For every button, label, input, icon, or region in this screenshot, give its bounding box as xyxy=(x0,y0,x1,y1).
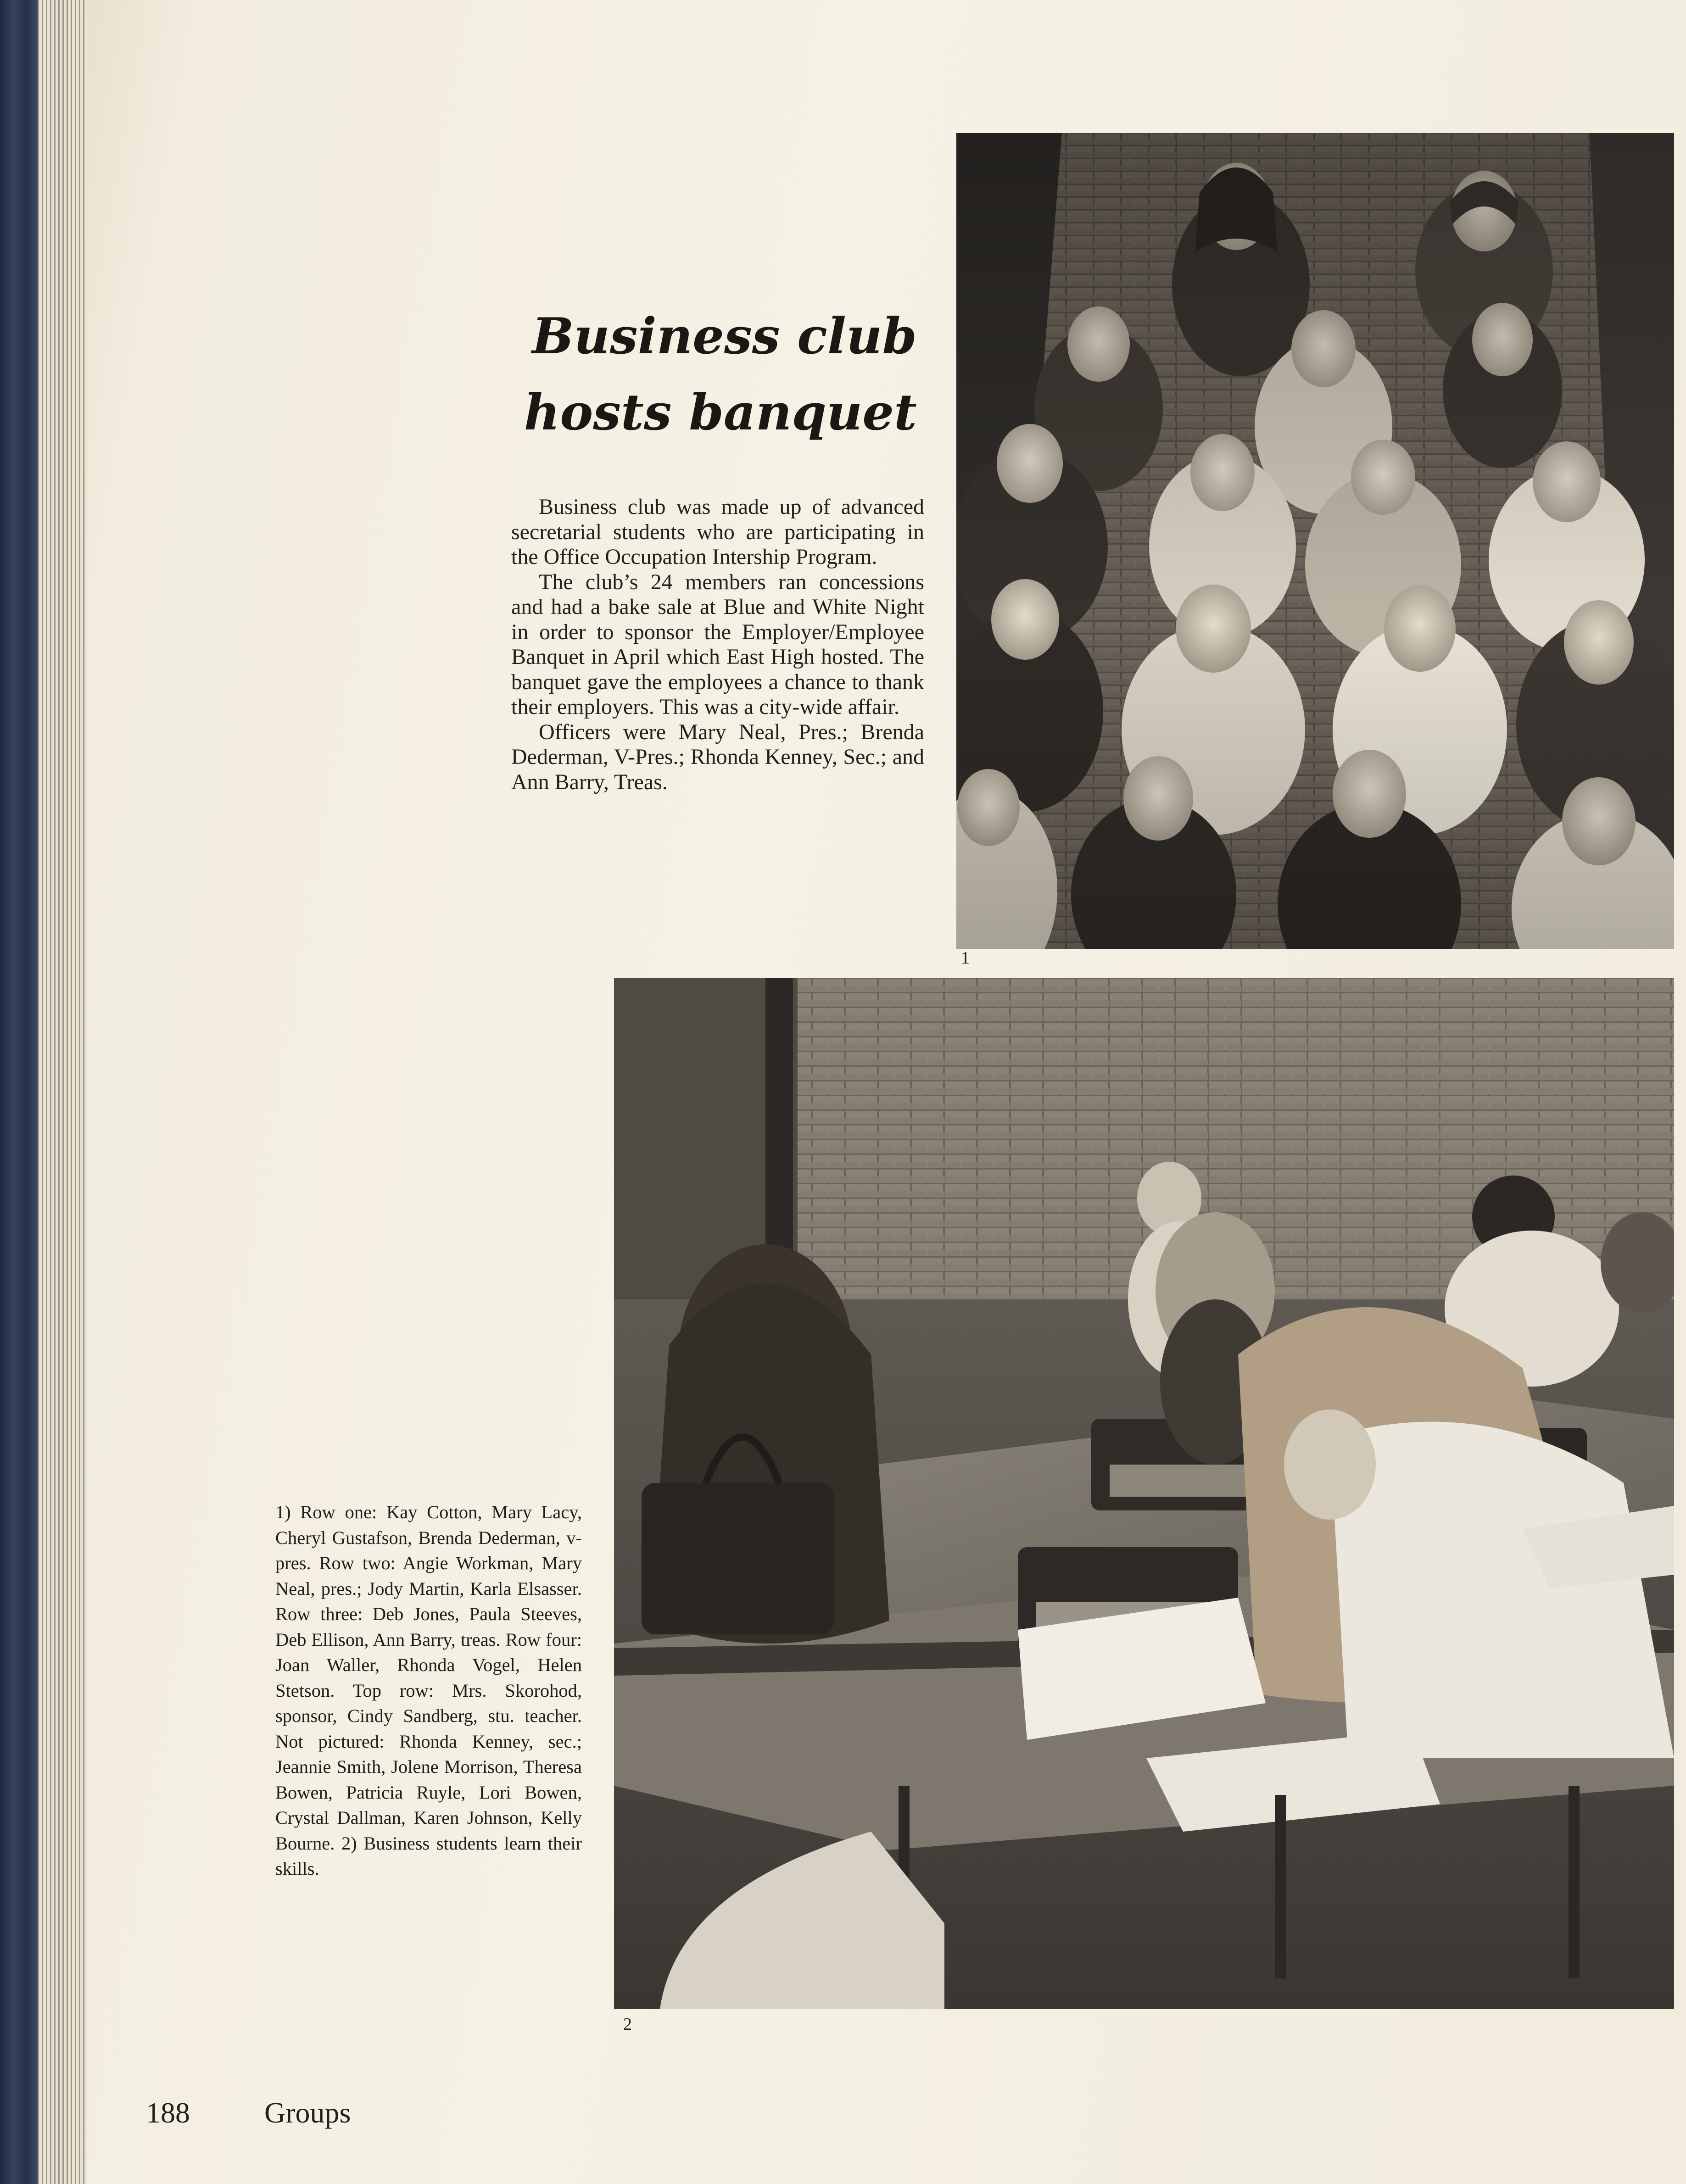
group-photo xyxy=(956,133,1674,949)
headline-line-1: Business club xyxy=(532,307,917,365)
photo-number-2: 2 xyxy=(623,2015,632,2034)
body-paragraph: The club’s 24 members ran concessions and had a bake sale at Blue and White Night in order to sponsor the Employer/Employee Banquet in April which East High hosted. The banquet gave the employees a chance to thank their employers. This was a city-wide affair. xyxy=(511,569,924,719)
article-body xyxy=(511,495,924,795)
classroom-photo xyxy=(614,978,1674,2009)
group-photo-image xyxy=(956,133,1674,949)
book-binding xyxy=(0,0,38,2184)
photo-number-1: 1 xyxy=(961,948,970,968)
headline xyxy=(412,298,917,451)
section-name: Groups xyxy=(264,2096,351,2129)
body-paragraph: Officers were Mary Neal, Pres.; Brenda Dederman, V-Pres.; Rhonda Kenney, Sec.; and Ann Barry, Treas. xyxy=(511,719,924,794)
page-edges xyxy=(38,0,88,2184)
classroom-photo-image xyxy=(614,978,1674,2009)
page-number: 188 xyxy=(146,2096,190,2129)
headline-line-2: hosts banquet xyxy=(524,384,917,441)
photo-caption: 1) Row one: Kay Cotton, Mary Lacy, Cheryl Gustafson, Brenda Dederman, v-pres. Row two: Angie Workman, Mary Neal, pres.; Jody Martin, Karla Elsasser. Row three: Deb Jones, Paula Steeves, Deb Ellison, Ann Barry, treas. Row four: Joan Waller, Rhonda Vogel, Helen Stetson. Top row: Mrs. Skorohod, sponsor, Cindy Sandberg, stu. teacher. Not pictured: Rhonda Kenney, sec.; Jeannie Smith, Jolene Morrison, Theresa Bowen, Patricia Ruyle, Lori Bowen, Crystal Dallman, Karen Johnson, Kelly Bourne. 2) Business students learn their skills. xyxy=(275,1502,582,1879)
body-paragraph: Business club was made up of advanced secretarial students who are participating in the Office Occupation Intership Program. xyxy=(511,495,924,569)
